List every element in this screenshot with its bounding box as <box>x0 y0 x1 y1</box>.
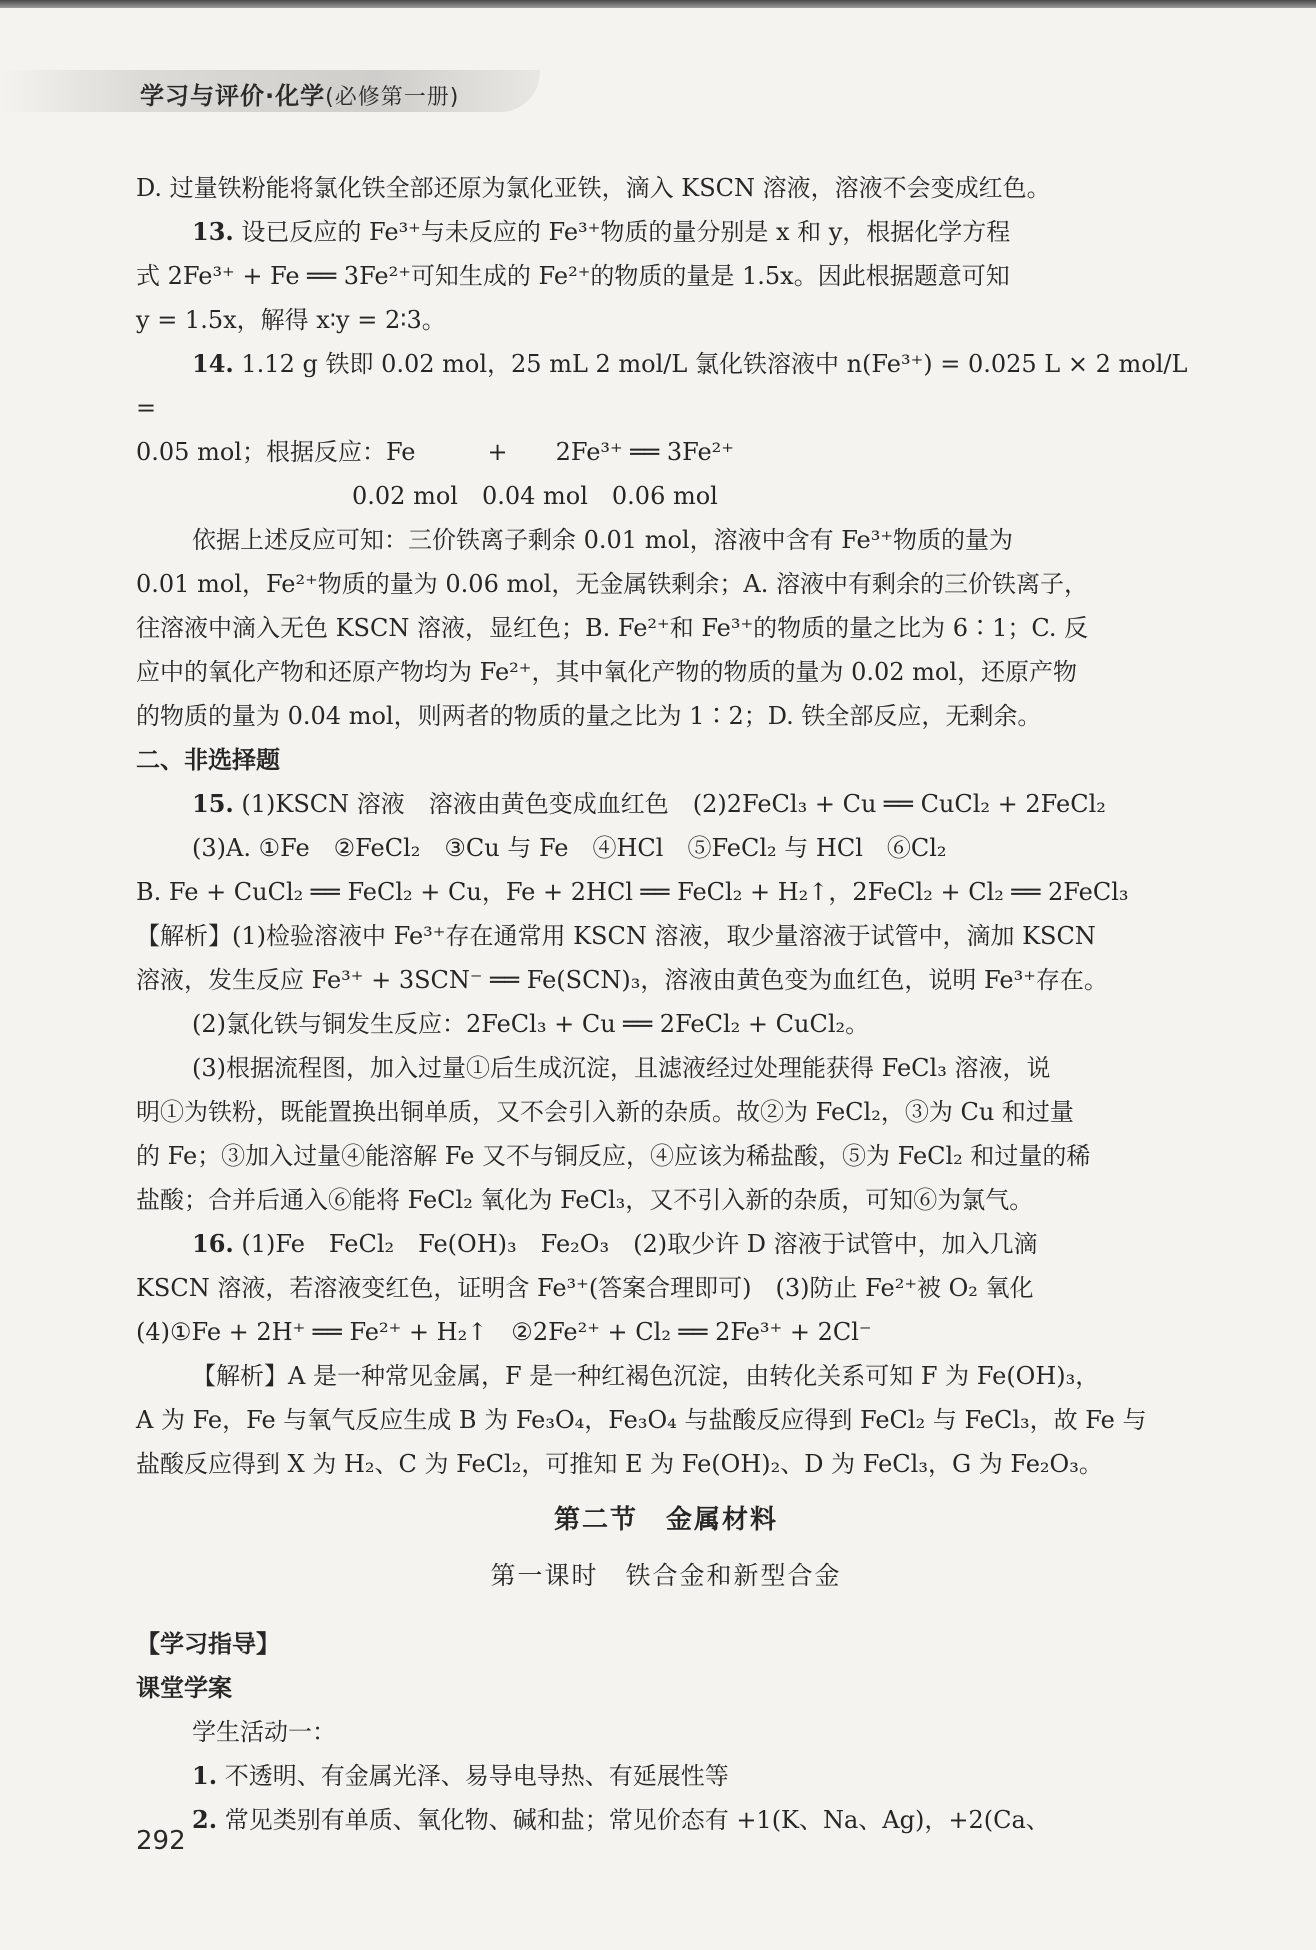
classroom-heading: 课堂学案 <box>136 1674 232 1702</box>
answer-14 <box>136 342 1196 430</box>
top-border <box>0 0 1316 8</box>
analysis-line: 【解析】A 是一种常见金属，F 是一种红褐色沉淀，由转化关系可知 F 为 Fe(OH)₃， <box>192 1362 1100 1390</box>
answer-line: 0.01 mol，Fe²⁺物质的量为 0.06 mol，无金属铁剩余；A. 溶液中有剩余的三价铁离子， <box>136 570 1088 598</box>
analysis-line: 明①为铁粉，既能置换出铜单质，又不会引入新的杂质。故②为 FeCl₂，③为 Cu 和过量 <box>136 1098 1074 1126</box>
running-header <box>140 76 459 111</box>
section-title: 第二节 金属材料 <box>553 1505 778 1535</box>
item-number: 2. <box>192 1805 218 1834</box>
answer-text: 1.12 g 铁即 0.02 mol，25 mL 2 mol/L 氯化铁溶液中 n(Fe³⁺) = 0.025 L × 2 mol/L = <box>136 350 1188 422</box>
answer-16 <box>136 1222 1196 1266</box>
answer-text: 设已反应的 Fe³⁺与未反应的 Fe³⁺物质的量分别是 x 和 y，根据化学方程 <box>233 218 1011 246</box>
analysis-line: 【解析】(1)检验溶液中 Fe³⁺存在通常用 KSCN 溶液，取少量溶液于试管中，滴加 KSCN <box>136 922 1096 950</box>
answer-line: 式 2Fe³⁺ + Fe ══ 3Fe²⁺可知生成的 Fe²⁺的物质的量是 1.5x。因此根据题意可知 <box>136 262 1010 290</box>
answer-line: y = 1.5x，解得 x∶y = 2∶3。 <box>136 306 446 334</box>
analysis-line: 盐酸；合并后通入⑥能将 FeCl₂ 氧化为 FeCl₃，又不引入新的杂质，可知⑥为氯气。 <box>136 1186 1034 1214</box>
lesson-title: 第一课时 铁合金和新型合金 <box>490 1561 842 1590</box>
item-number: 1. <box>192 1761 218 1790</box>
answer-line: 往溶液中滴入无色 KSCN 溶液，显红色；B. Fe²⁺和 Fe³⁺的物质的量之比为 6∶1；C. 反 <box>136 614 1089 642</box>
analysis-line: 溶液，发生反应 Fe³⁺ + 3SCN⁻ ══ Fe(SCN)₃，溶液由黄色变为血红色，说明 Fe³⁺存在。 <box>136 966 1108 994</box>
analysis-line: A 为 Fe，Fe 与氧气反应生成 B 为 Fe₃O₄，Fe₃O₄ 与盐酸反应得到 FeCl₂ 与 FeCl₃，故 Fe 与 <box>136 1406 1147 1434</box>
question-number: 13. <box>192 217 234 246</box>
answer-line: B. Fe + CuCl₂ ══ FeCl₂ + Cu，Fe + 2HCl ══ FeCl₂ + H₂↑，2FeCl₂ + Cl₂ ══ 2FeCl₃ <box>136 878 1129 906</box>
analysis-line: 盐酸反应得到 X 为 H₂、C 为 FeCl₂，可推知 E 为 Fe(OH)₂、D 为 FeCl₃，G 为 Fe₂O₃。 <box>136 1450 1103 1478</box>
item-text: 常见类别有单质、氧化物、碱和盐；常见价态有 +1(K、Na、Ag)，+2(Ca、 <box>217 1806 1050 1834</box>
question-number: 14. <box>192 349 234 378</box>
section-heading: 二、非选择题 <box>136 746 280 774</box>
answer-line: (4)①Fe + 2H⁺ ══ Fe²⁺ + H₂↑ ②2Fe²⁺ + Cl₂ ══ 2Fe³⁺ + 2Cl⁻ <box>136 1318 872 1346</box>
question-number: 15. <box>192 789 234 818</box>
study-guide-heading: 【学习指导】 <box>136 1630 280 1658</box>
book-title: 学习与评价·化学 <box>140 82 326 110</box>
analysis-line: (3)根据流程图，加入过量①后生成沉淀，且滤液经过处理能获得 FeCl₃ 溶液，说 <box>192 1054 1051 1082</box>
activity-item-1 <box>136 1754 1196 1798</box>
activity-item-2 <box>136 1798 1196 1842</box>
answer-line: 应中的氧化产物和还原产物均为 Fe²⁺，其中氧化产物的物质的量为 0.02 mol，还原产物 <box>136 658 1078 686</box>
activity-heading: 学生活动一： <box>192 1718 336 1746</box>
answer-line: (3)A. ①Fe ②FeCl₂ ③Cu 与 Fe ④HCl ⑤FeCl₂ 与 HCl ⑥Cl₂ <box>192 834 947 862</box>
answer-line: 0.05 mol；根据反应：Fe + 2Fe³⁺ ══ 3Fe²⁺ <box>136 438 734 466</box>
reaction-amounts: 0.02 mol 0.04 mol 0.06 mol <box>352 482 718 510</box>
analysis-line: (2)氯化铁与铜发生反应：2FeCl₃ + Cu ══ 2FeCl₂ + CuCl₂。 <box>192 1010 870 1038</box>
answer-text: (1)KSCN 溶液 溶液由黄色变成血红色 (2)2FeCl₃ + Cu ══ CuCl₂ + 2FeCl₂ <box>233 790 1106 818</box>
analysis-line: 的 Fe；③加入过量④能溶解 Fe 又不与铜反应，④应该为稀盐酸，⑤为 FeCl₂ 和过量的稀 <box>136 1142 1091 1170</box>
item-text: 不透明、有金属光泽、易导电导热、有延展性等 <box>217 1762 729 1790</box>
page-body <box>136 166 1196 1842</box>
answer-line: KSCN 溶液，若溶液变红色，证明含 Fe³⁺(答案合理即可) (3)防止 Fe²⁺被 O₂ 氧化 <box>136 1274 1034 1302</box>
answer-line: 依据上述反应可知：三价铁离子剩余 0.01 mol，溶液中含有 Fe³⁺物质的量为 <box>192 526 1014 554</box>
answer-13 <box>136 210 1196 254</box>
answer-line: D. 过量铁粉能将氯化铁全部还原为氯化亚铁，滴入 KSCN 溶液，溶液不会变成红色。 <box>136 174 1051 202</box>
book-subtitle: (必修第一册) <box>325 85 460 110</box>
page-number: 292 <box>136 1826 186 1856</box>
question-number: 16. <box>192 1229 234 1258</box>
answer-line: 的物质的量为 0.04 mol，则两者的物质的量之比为 1∶2；D. 铁全部反应，无剩余。 <box>136 702 1042 730</box>
answer-text: (1)Fe FeCl₂ Fe(OH)₃ Fe₂O₃ (2)取少许 D 溶液于试管中，加入几滴 <box>233 1230 1038 1258</box>
answer-15 <box>136 782 1196 826</box>
